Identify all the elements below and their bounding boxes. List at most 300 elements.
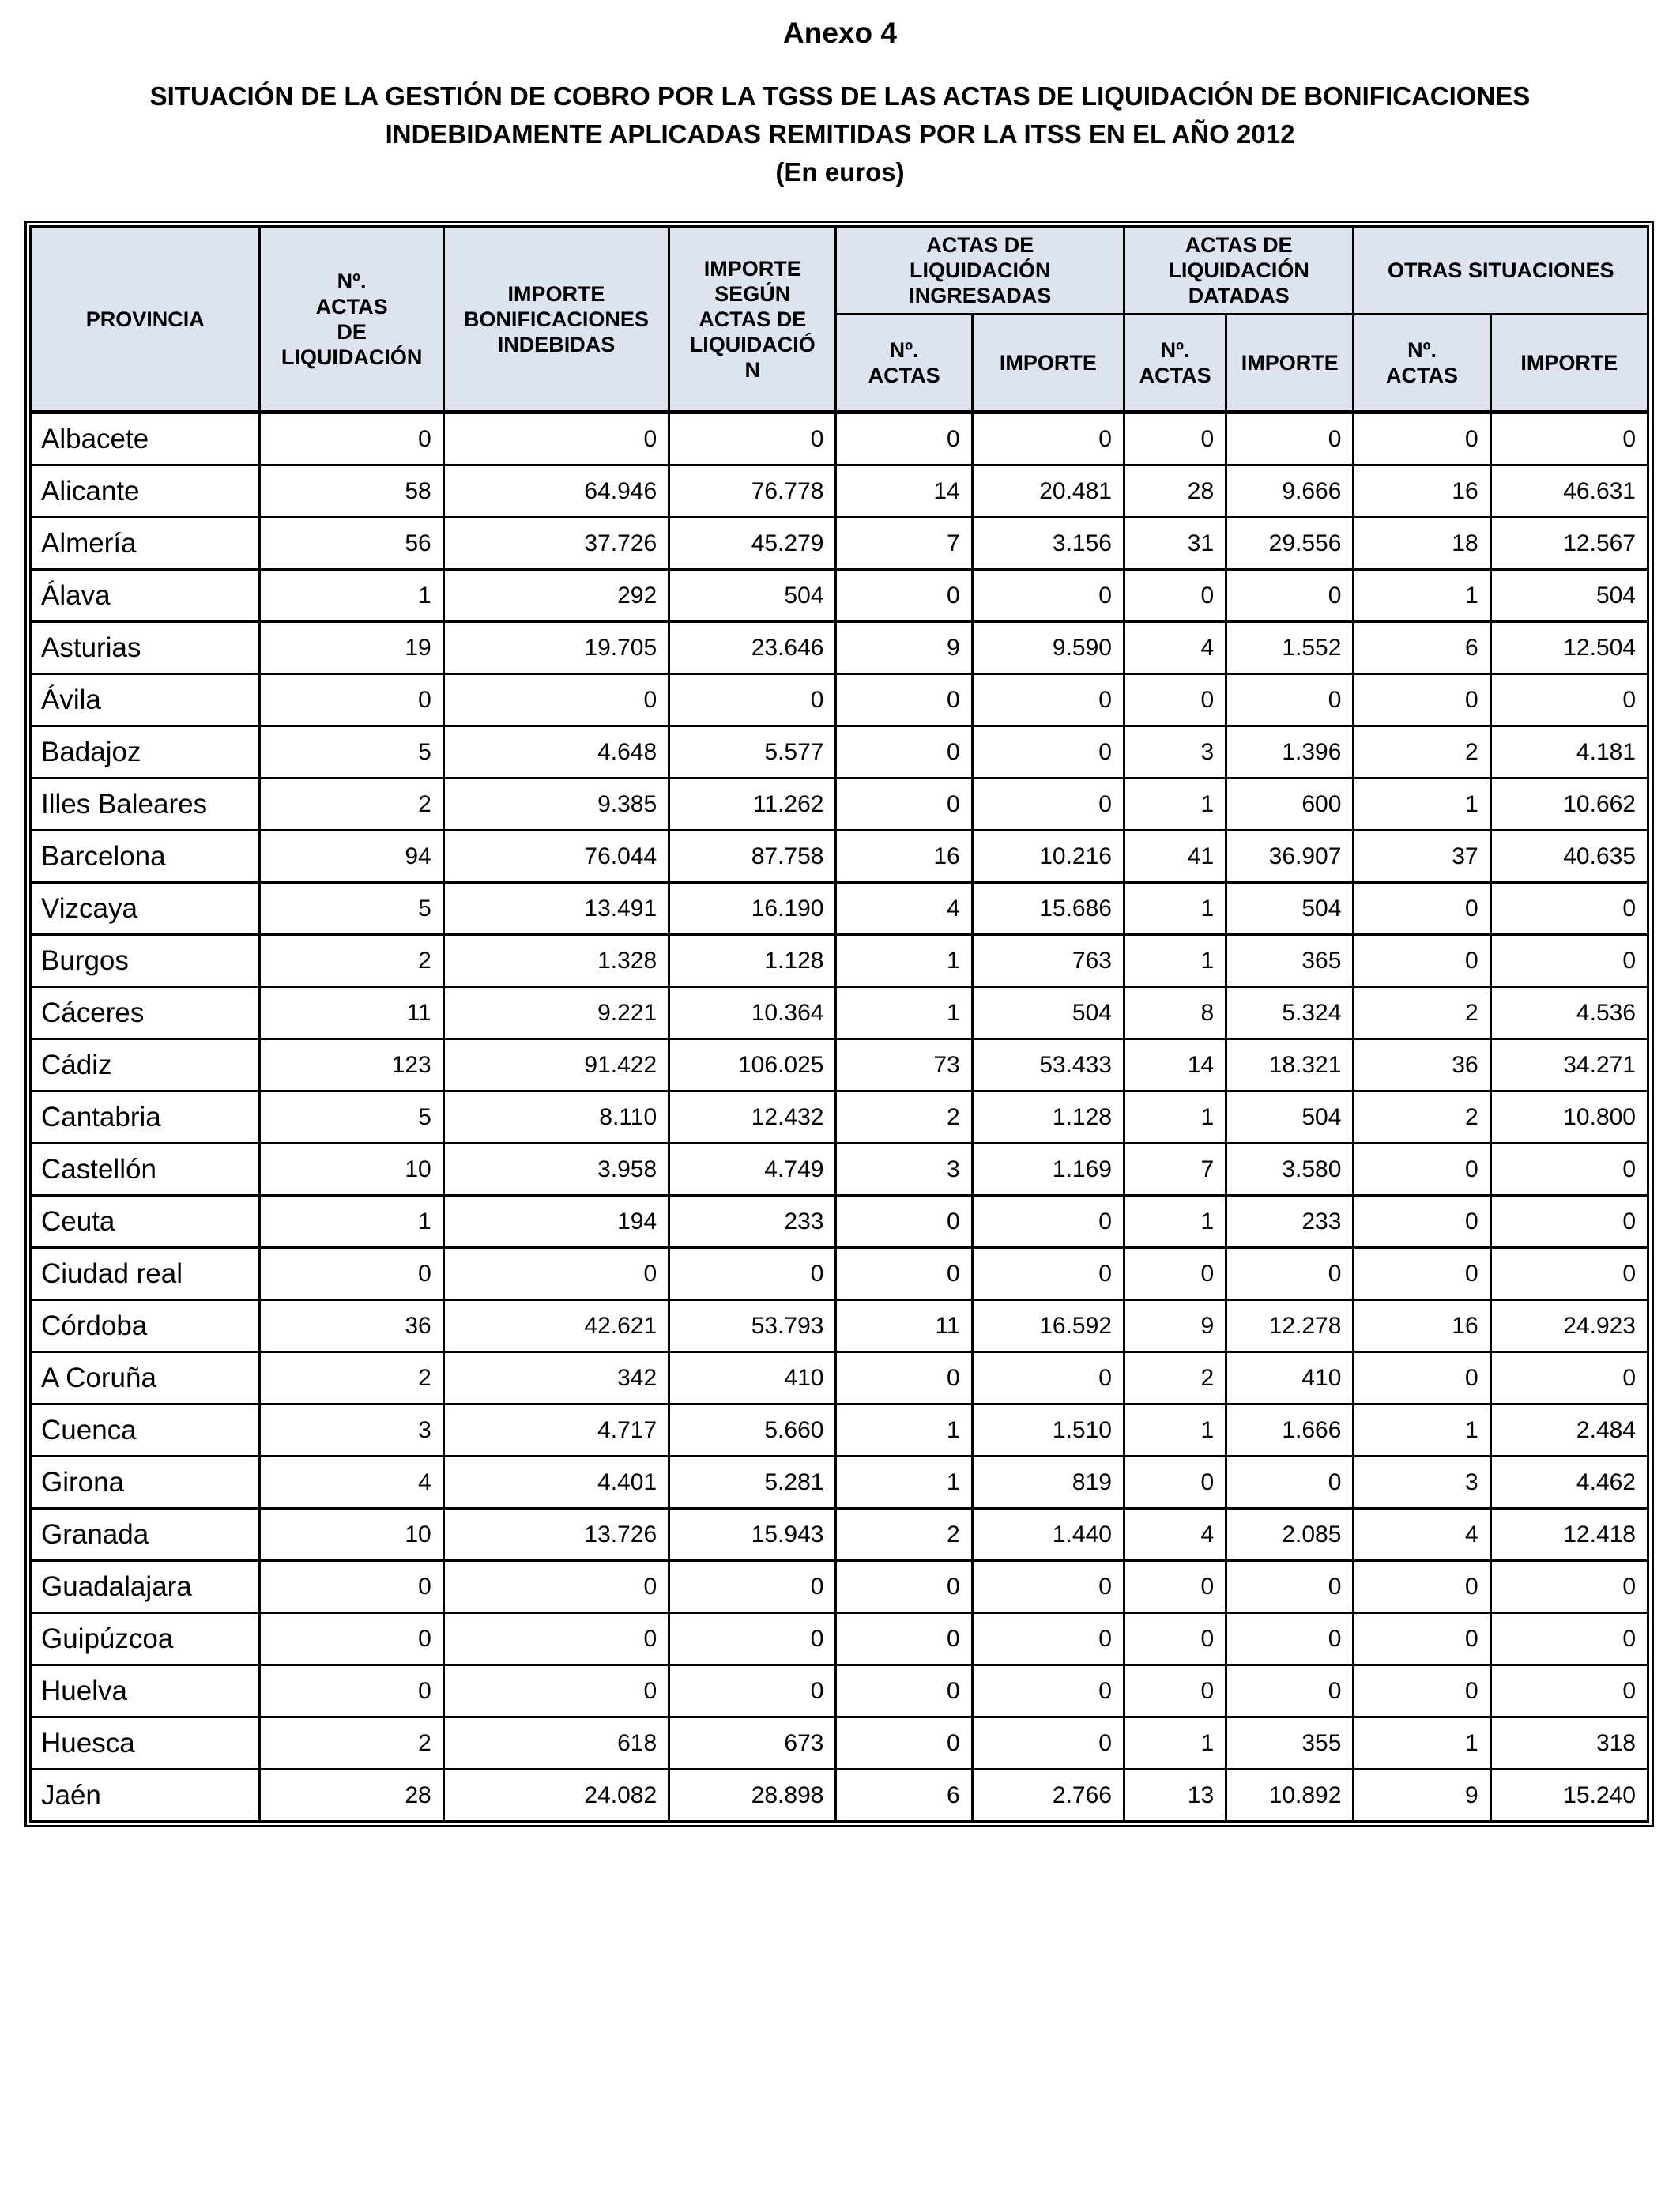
cell-num-actas: 2 [260, 935, 443, 987]
header-importe-bonificaciones: IMPORTE BONIFICACIONES INDEBIDAS [443, 227, 669, 413]
cell-importe-bonificaciones: 24.082 [443, 1770, 669, 1822]
cell-otras-num: 37 [1354, 831, 1490, 883]
cell-importe-bonificaciones: 8.110 [443, 1091, 669, 1144]
table-row [31, 1300, 1648, 1352]
cell-ingresadas-importe: 9.590 [972, 622, 1124, 674]
cell-provincia: Huelva [31, 1665, 260, 1717]
cell-ingresadas-num: 0 [836, 1717, 972, 1770]
cell-ingresadas-importe: 0 [972, 1613, 1124, 1665]
table-row [31, 778, 1648, 831]
cell-ingresadas-importe: 0 [972, 778, 1124, 831]
cell-datadas-num: 4 [1124, 1509, 1226, 1561]
cell-otras-num: 0 [1354, 1144, 1490, 1196]
table-row [31, 1717, 1648, 1770]
cell-ingresadas-num: 0 [836, 1248, 972, 1300]
table-row [31, 1144, 1648, 1196]
cell-ingresadas-num: 0 [836, 726, 972, 778]
cell-ingresadas-importe: 1.510 [972, 1404, 1124, 1457]
cell-datadas-importe: 0 [1226, 1613, 1354, 1665]
cell-num-actas: 2 [260, 778, 443, 831]
cell-otras-num: 16 [1354, 1300, 1490, 1352]
cell-ingresadas-num: 1 [836, 1457, 972, 1509]
cell-ingresadas-importe: 16.592 [972, 1300, 1124, 1352]
cell-num-actas: 0 [260, 674, 443, 726]
cell-otras-num: 2 [1354, 987, 1490, 1039]
cell-ingresadas-importe: 10.216 [972, 831, 1124, 883]
cell-provincia: Cádiz [31, 1039, 260, 1091]
cell-otras-importe: 0 [1490, 883, 1648, 935]
cell-provincia: Jaén [31, 1770, 260, 1822]
cell-datadas-importe: 1.396 [1226, 726, 1354, 778]
cell-datadas-num: 1 [1124, 1404, 1226, 1457]
cell-num-actas: 123 [260, 1039, 443, 1091]
cell-datadas-importe: 0 [1226, 1665, 1354, 1717]
cell-datadas-num: 0 [1124, 674, 1226, 726]
cell-importe-segun-actas: 12.432 [669, 1091, 836, 1144]
cell-otras-num: 2 [1354, 726, 1490, 778]
cell-num-actas: 5 [260, 726, 443, 778]
cell-importe-bonificaciones: 4.401 [443, 1457, 669, 1509]
cell-datadas-importe: 1.666 [1226, 1404, 1354, 1457]
cell-importe-bonificaciones: 91.422 [443, 1039, 669, 1091]
table-header [31, 227, 1648, 413]
cell-otras-importe: 4.536 [1490, 987, 1648, 1039]
cell-provincia: Almería [31, 518, 260, 570]
cell-ingresadas-num: 0 [836, 778, 972, 831]
cell-otras-importe: 12.567 [1490, 518, 1648, 570]
annex-title: Anexo 4 [783, 17, 897, 49]
cell-ingresadas-num: 2 [836, 1091, 972, 1144]
cell-num-actas: 1 [260, 1196, 443, 1248]
cell-provincia: Ceuta [31, 1196, 260, 1248]
cell-datadas-importe: 0 [1226, 674, 1354, 726]
cell-provincia: Álava [31, 570, 260, 622]
header-datadas-importe: IMPORTE [1226, 315, 1354, 413]
table-row [31, 674, 1648, 726]
cell-otras-num: 0 [1354, 1561, 1490, 1613]
cell-datadas-num: 4 [1124, 622, 1226, 674]
cell-provincia: Cáceres [31, 987, 260, 1039]
cell-provincia: Córdoba [31, 1300, 260, 1352]
cell-datadas-num: 1 [1124, 935, 1226, 987]
cell-otras-importe: 10.662 [1490, 778, 1648, 831]
cell-ingresadas-num: 73 [836, 1039, 972, 1091]
cell-datadas-importe: 0 [1226, 1561, 1354, 1613]
cell-importe-segun-actas: 106.025 [669, 1039, 836, 1091]
cell-ingresadas-num: 0 [836, 1561, 972, 1613]
cell-otras-num: 0 [1354, 1665, 1490, 1717]
cell-importe-segun-actas: 23.646 [669, 622, 836, 674]
cell-datadas-num: 1 [1124, 883, 1226, 935]
cell-importe-bonificaciones: 194 [443, 1196, 669, 1248]
table-row [31, 987, 1648, 1039]
cell-otras-num: 1 [1354, 570, 1490, 622]
cell-datadas-num: 0 [1124, 1613, 1226, 1665]
cell-importe-segun-actas: 0 [669, 1561, 836, 1613]
cell-datadas-importe: 12.278 [1226, 1300, 1354, 1352]
cell-otras-num: 0 [1354, 935, 1490, 987]
cell-ingresadas-importe: 0 [972, 1717, 1124, 1770]
cell-ingresadas-importe: 0 [972, 1665, 1124, 1717]
cell-importe-segun-actas: 15.943 [669, 1509, 836, 1561]
cell-num-actas: 10 [260, 1144, 443, 1196]
cell-ingresadas-importe: 0 [972, 1196, 1124, 1248]
cell-datadas-importe: 9.666 [1226, 466, 1354, 518]
cell-otras-importe: 0 [1490, 1144, 1648, 1196]
cell-otras-num: 1 [1354, 778, 1490, 831]
cell-num-actas: 56 [260, 518, 443, 570]
cell-otras-num: 0 [1354, 1248, 1490, 1300]
cell-datadas-importe: 233 [1226, 1196, 1354, 1248]
cell-num-actas: 10 [260, 1509, 443, 1561]
cell-datadas-num: 0 [1124, 413, 1226, 466]
cell-importe-segun-actas: 16.190 [669, 883, 836, 935]
table-row [31, 1352, 1648, 1404]
table-row [31, 1770, 1648, 1822]
cell-provincia: Guipúzcoa [31, 1613, 260, 1665]
cell-datadas-num: 14 [1124, 1039, 1226, 1091]
cell-otras-importe: 12.418 [1490, 1509, 1648, 1561]
cell-ingresadas-num: 16 [836, 831, 972, 883]
cell-importe-bonificaciones: 0 [443, 1248, 669, 1300]
cell-otras-num: 2 [1354, 1091, 1490, 1144]
units-note: (En euros) [775, 157, 905, 187]
cell-datadas-num: 0 [1124, 1665, 1226, 1717]
cell-otras-importe: 0 [1490, 1248, 1648, 1300]
table-row [31, 1404, 1648, 1457]
cell-importe-segun-actas: 0 [669, 1613, 836, 1665]
cell-provincia: Huesca [31, 1717, 260, 1770]
cell-provincia: Castellón [31, 1144, 260, 1196]
table-row [31, 935, 1648, 987]
cell-importe-bonificaciones: 42.621 [443, 1300, 669, 1352]
cell-ingresadas-num: 0 [836, 570, 972, 622]
cell-datadas-num: 3 [1124, 726, 1226, 778]
table-row [31, 1665, 1648, 1717]
cell-ingresadas-importe: 1.440 [972, 1509, 1124, 1561]
cell-datadas-num: 1 [1124, 778, 1226, 831]
cell-datadas-num: 13 [1124, 1770, 1226, 1822]
document-title [0, 77, 1680, 191]
cell-importe-bonificaciones: 13.726 [443, 1509, 669, 1561]
cell-datadas-num: 9 [1124, 1300, 1226, 1352]
cell-otras-importe: 504 [1490, 570, 1648, 622]
cell-datadas-num: 2 [1124, 1352, 1226, 1404]
table-row [31, 1509, 1648, 1561]
cell-ingresadas-num: 3 [836, 1144, 972, 1196]
cell-datadas-importe: 1.552 [1226, 622, 1354, 674]
cell-otras-num: 36 [1354, 1039, 1490, 1091]
cell-importe-bonificaciones: 1.328 [443, 935, 669, 987]
cell-importe-segun-actas: 87.758 [669, 831, 836, 883]
cell-importe-segun-actas: 76.778 [669, 466, 836, 518]
cell-provincia: Cantabria [31, 1091, 260, 1144]
cell-otras-num: 1 [1354, 1404, 1490, 1457]
cell-otras-num: 1 [1354, 1717, 1490, 1770]
cell-datadas-num: 1 [1124, 1717, 1226, 1770]
table-row [31, 622, 1648, 674]
cell-datadas-importe: 410 [1226, 1352, 1354, 1404]
cell-ingresadas-num: 4 [836, 883, 972, 935]
cell-otras-importe: 0 [1490, 1196, 1648, 1248]
cell-provincia: Barcelona [31, 831, 260, 883]
header-otras-importe: IMPORTE [1490, 315, 1648, 413]
cell-ingresadas-importe: 0 [972, 674, 1124, 726]
cell-num-actas: 28 [260, 1770, 443, 1822]
table-row [31, 570, 1648, 622]
cell-importe-segun-actas: 0 [669, 1665, 836, 1717]
cell-importe-segun-actas: 233 [669, 1196, 836, 1248]
table-row [31, 1561, 1648, 1613]
cell-datadas-num: 28 [1124, 466, 1226, 518]
cell-importe-segun-actas: 5.660 [669, 1404, 836, 1457]
cell-otras-importe: 0 [1490, 413, 1648, 466]
cell-otras-num: 9 [1354, 1770, 1490, 1822]
cell-otras-importe: 12.504 [1490, 622, 1648, 674]
cell-importe-bonificaciones: 3.958 [443, 1144, 669, 1196]
table-row [31, 726, 1648, 778]
cell-importe-segun-actas: 53.793 [669, 1300, 836, 1352]
cell-importe-bonificaciones: 0 [443, 674, 669, 726]
header-importe-segun-actas: IMPORTE SEGÚN ACTAS DE LIQUIDACIÓ N [669, 227, 836, 413]
cell-datadas-num: 8 [1124, 987, 1226, 1039]
cell-provincia: Granada [31, 1509, 260, 1561]
cell-ingresadas-importe: 763 [972, 935, 1124, 987]
cell-datadas-num: 0 [1124, 1248, 1226, 1300]
cell-datadas-importe: 0 [1226, 413, 1354, 466]
cell-ingresadas-importe: 53.433 [972, 1039, 1124, 1091]
cell-importe-bonificaciones: 0 [443, 413, 669, 466]
table-row [31, 466, 1648, 518]
cell-datadas-importe: 504 [1226, 1091, 1354, 1144]
cell-otras-num: 0 [1354, 883, 1490, 935]
cell-num-actas: 5 [260, 883, 443, 935]
cell-importe-bonificaciones: 64.946 [443, 466, 669, 518]
cell-ingresadas-importe: 15.686 [972, 883, 1124, 935]
cell-otras-num: 6 [1354, 622, 1490, 674]
cell-datadas-importe: 504 [1226, 883, 1354, 935]
cell-num-actas: 94 [260, 831, 443, 883]
cell-ingresadas-importe: 1.128 [972, 1091, 1124, 1144]
cell-ingresadas-num: 14 [836, 466, 972, 518]
cell-datadas-importe: 365 [1226, 935, 1354, 987]
header-datadas-num: Nº. ACTAS [1124, 315, 1226, 413]
cell-importe-bonificaciones: 0 [443, 1613, 669, 1665]
cell-importe-segun-actas: 10.364 [669, 987, 836, 1039]
table-row [31, 1039, 1648, 1091]
header-ingresadas-num: Nº. ACTAS [836, 315, 972, 413]
table-row [31, 1457, 1648, 1509]
cell-datadas-importe: 0 [1226, 570, 1354, 622]
cell-ingresadas-num: 1 [836, 935, 972, 987]
cell-datadas-importe: 0 [1226, 1248, 1354, 1300]
cell-importe-segun-actas: 11.262 [669, 778, 836, 831]
cell-importe-segun-actas: 45.279 [669, 518, 836, 570]
cell-provincia: Asturias [31, 622, 260, 674]
cell-ingresadas-importe: 504 [972, 987, 1124, 1039]
cell-importe-segun-actas: 0 [669, 413, 836, 466]
cell-importe-segun-actas: 673 [669, 1717, 836, 1770]
cell-num-actas: 0 [260, 413, 443, 466]
cell-otras-importe: 2.484 [1490, 1404, 1648, 1457]
cell-otras-importe: 318 [1490, 1717, 1648, 1770]
cell-importe-bonificaciones: 0 [443, 1665, 669, 1717]
cell-ingresadas-importe: 0 [972, 1352, 1124, 1404]
cell-otras-num: 0 [1354, 1352, 1490, 1404]
cell-otras-importe: 0 [1490, 1561, 1648, 1613]
cell-ingresadas-importe: 819 [972, 1457, 1124, 1509]
cell-ingresadas-importe: 0 [972, 726, 1124, 778]
cell-otras-num: 4 [1354, 1509, 1490, 1561]
cell-num-actas: 3 [260, 1404, 443, 1457]
header-provincia: PROVINCIA [31, 227, 260, 413]
cell-importe-segun-actas: 5.281 [669, 1457, 836, 1509]
cell-provincia: Illes Baleares [31, 778, 260, 831]
cell-num-actas: 2 [260, 1717, 443, 1770]
cell-ingresadas-importe: 2.766 [972, 1770, 1124, 1822]
cell-num-actas: 0 [260, 1613, 443, 1665]
cell-provincia: Albacete [31, 413, 260, 466]
cell-otras-num: 0 [1354, 1613, 1490, 1665]
cell-otras-importe: 0 [1490, 935, 1648, 987]
table-row [31, 1613, 1648, 1665]
cell-ingresadas-num: 2 [836, 1509, 972, 1561]
header-ingresadas-importe: IMPORTE [972, 315, 1124, 413]
cell-importe-segun-actas: 504 [669, 570, 836, 622]
cell-importe-bonificaciones: 4.717 [443, 1404, 669, 1457]
cell-num-actas: 4 [260, 1457, 443, 1509]
cell-provincia: Guadalajara [31, 1561, 260, 1613]
cell-ingresadas-importe: 0 [972, 1561, 1124, 1613]
header-group-datadas: ACTAS DE LIQUIDACIÓN DATADAS [1124, 227, 1353, 315]
cell-ingresadas-num: 0 [836, 1352, 972, 1404]
cell-provincia: Badajoz [31, 726, 260, 778]
cell-datadas-importe: 0 [1226, 1457, 1354, 1509]
cell-num-actas: 19 [260, 622, 443, 674]
cell-datadas-num: 31 [1124, 518, 1226, 570]
cell-ingresadas-num: 0 [836, 413, 972, 466]
cell-importe-bonificaciones: 9.221 [443, 987, 669, 1039]
cell-ingresadas-importe: 20.481 [972, 466, 1124, 518]
cell-importe-bonificaciones: 13.491 [443, 883, 669, 935]
cell-ingresadas-num: 1 [836, 987, 972, 1039]
cell-datadas-importe: 36.907 [1226, 831, 1354, 883]
cell-otras-importe: 0 [1490, 1613, 1648, 1665]
cell-provincia: Burgos [31, 935, 260, 987]
table-row [31, 1248, 1648, 1300]
cell-importe-bonificaciones: 4.648 [443, 726, 669, 778]
cell-datadas-num: 0 [1124, 570, 1226, 622]
cell-ingresadas-num: 11 [836, 1300, 972, 1352]
cell-otras-importe: 15.240 [1490, 1770, 1648, 1822]
cell-otras-num: 3 [1354, 1457, 1490, 1509]
cell-ingresadas-importe: 1.169 [972, 1144, 1124, 1196]
cell-otras-importe: 4.181 [1490, 726, 1648, 778]
table-row [31, 413, 1648, 466]
cell-importe-bonificaciones: 37.726 [443, 518, 669, 570]
data-table-frame [24, 221, 1654, 1827]
cell-datadas-importe: 5.324 [1226, 987, 1354, 1039]
cell-otras-importe: 24.923 [1490, 1300, 1648, 1352]
title-line-1: SITUACIÓN DE LA GESTIÓN DE COBRO POR LA TGSS DE LAS ACTAS DE LIQUIDACIÓN DE BONIFICACIONES [149, 81, 1531, 111]
cell-otras-num: 0 [1354, 413, 1490, 466]
cell-ingresadas-num: 9 [836, 622, 972, 674]
cell-ingresadas-num: 0 [836, 1196, 972, 1248]
cell-ingresadas-importe: 3.156 [972, 518, 1124, 570]
cell-otras-importe: 10.800 [1490, 1091, 1648, 1144]
cell-otras-importe: 0 [1490, 674, 1648, 726]
header-row-1 [31, 227, 1648, 315]
table-row [31, 831, 1648, 883]
header-group-otras: OTRAS SITUACIONES [1354, 227, 1648, 315]
cell-num-actas: 0 [260, 1561, 443, 1613]
cell-otras-importe: 4.462 [1490, 1457, 1648, 1509]
cell-importe-bonificaciones: 19.705 [443, 622, 669, 674]
cell-importe-segun-actas: 5.577 [669, 726, 836, 778]
cell-ingresadas-importe: 0 [972, 1248, 1124, 1300]
cell-ingresadas-importe: 0 [972, 413, 1124, 466]
cell-ingresadas-num: 0 [836, 674, 972, 726]
cell-otras-num: 0 [1354, 674, 1490, 726]
cell-provincia: Vizcaya [31, 883, 260, 935]
header-group-ingresadas: ACTAS DE LIQUIDACIÓN INGRESADAS [836, 227, 1124, 315]
cell-datadas-importe: 18.321 [1226, 1039, 1354, 1091]
cell-importe-segun-actas: 4.749 [669, 1144, 836, 1196]
cell-importe-bonificaciones: 9.385 [443, 778, 669, 831]
cell-otras-num: 16 [1354, 466, 1490, 518]
cell-importe-segun-actas: 1.128 [669, 935, 836, 987]
cell-datadas-importe: 355 [1226, 1717, 1354, 1770]
table-row [31, 883, 1648, 935]
cell-ingresadas-num: 7 [836, 518, 972, 570]
cell-num-actas: 0 [260, 1665, 443, 1717]
cell-datadas-num: 41 [1124, 831, 1226, 883]
cell-provincia: Alicante [31, 466, 260, 518]
cell-datadas-num: 1 [1124, 1091, 1226, 1144]
cell-otras-importe: 0 [1490, 1352, 1648, 1404]
cell-datadas-num: 0 [1124, 1561, 1226, 1613]
cell-otras-num: 0 [1354, 1196, 1490, 1248]
cell-otras-importe: 0 [1490, 1665, 1648, 1717]
table-row [31, 1196, 1648, 1248]
cell-importe-segun-actas: 0 [669, 1248, 836, 1300]
cell-importe-segun-actas: 0 [669, 674, 836, 726]
collection-status-table [29, 225, 1649, 1823]
cell-datadas-importe: 10.892 [1226, 1770, 1354, 1822]
cell-num-actas: 11 [260, 987, 443, 1039]
cell-ingresadas-num: 0 [836, 1665, 972, 1717]
cell-ingresadas-num: 6 [836, 1770, 972, 1822]
title-line-2: INDEBIDAMENTE APLICADAS REMITIDAS POR LA ITSS EN EL AÑO 2012 [385, 119, 1295, 149]
table-row [31, 518, 1648, 570]
cell-ingresadas-importe: 0 [972, 570, 1124, 622]
cell-provincia: A Coruña [31, 1352, 260, 1404]
cell-provincia: Girona [31, 1457, 260, 1509]
cell-num-actas: 5 [260, 1091, 443, 1144]
cell-num-actas: 1 [260, 570, 443, 622]
cell-otras-num: 18 [1354, 518, 1490, 570]
cell-importe-segun-actas: 28.898 [669, 1770, 836, 1822]
cell-ingresadas-num: 1 [836, 1404, 972, 1457]
cell-datadas-importe: 29.556 [1226, 518, 1354, 570]
cell-importe-bonificaciones: 76.044 [443, 831, 669, 883]
cell-num-actas: 36 [260, 1300, 443, 1352]
cell-num-actas: 2 [260, 1352, 443, 1404]
header-otras-num: Nº. ACTAS [1354, 315, 1490, 413]
cell-otras-importe: 40.635 [1490, 831, 1648, 883]
cell-importe-bonificaciones: 292 [443, 570, 669, 622]
cell-provincia: Ávila [31, 674, 260, 726]
